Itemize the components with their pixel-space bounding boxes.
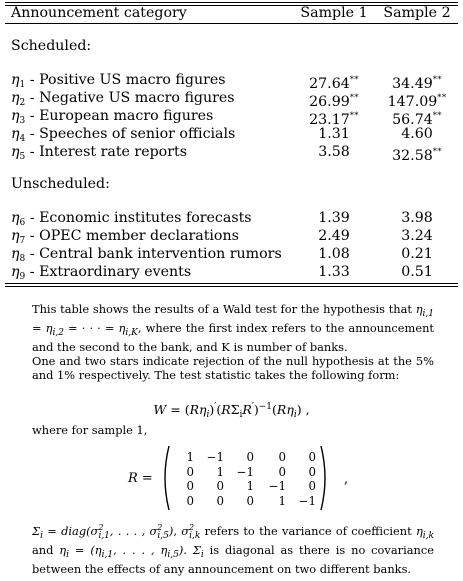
matrix-cell: −1	[236, 464, 254, 479]
cell-sample-2: 3.98	[401, 210, 433, 226]
cell-sample-1: 27.64**	[309, 75, 359, 92]
table-row	[0, 143, 463, 164]
table-row	[0, 263, 463, 281]
matrix-cell: 1	[278, 493, 286, 508]
matrix-cell: 1	[246, 479, 254, 493]
matrix-cell: 0	[278, 450, 286, 464]
table-header-row	[0, 4, 463, 22]
hypothesis-equation: $\eta_{i,1} = \eta_{i,2}$ = · · · = $\eta_{i,K}$	[32, 302, 434, 338]
matrix-cell: −1	[206, 450, 224, 464]
matrix-cell: 0	[278, 464, 286, 479]
table-row	[0, 245, 463, 263]
row-label: $\eta_5$ - Interest rate reports	[11, 144, 187, 162]
row-label: $\eta_9$ - Extraordinary events	[11, 264, 192, 282]
cell-sample-1: 1.33	[318, 264, 350, 280]
note-paragraph-3: $\Sigma_i$ = $diag(\sigma^2_{i,1}$, . . . , $\sigma^2_{i,5}$), $\sigma^2_{i,k}$ refers to the variance of coefficient $\eta_{i,k}$ and $\eta_i = (\eta_{i,1}$, . . . , $\eta_{i,5}$). $\Sigma_i$ is diagonal as there is no covariance between the effects of any announcement on two different banks.	[32, 523, 434, 576]
row-label: $\eta_8$ - Central bank intervention rumors	[11, 246, 282, 264]
table-row	[0, 209, 463, 227]
cell-sample-1: 1.39	[318, 210, 350, 226]
cell-sample-1: 1.31	[318, 126, 350, 142]
where-clause: where for sample 1,	[32, 423, 148, 437]
table-row	[0, 89, 463, 110]
wald-statistic-equation: $W = (R\eta_i)'(R\Sigma_iR')^{-1}(R\eta_i)$ ,	[153, 402, 310, 421]
header-category: Announcement category	[11, 5, 187, 21]
cell-sample-2: 3.24	[401, 228, 433, 244]
row-label: $\eta_7$ - OPEC member declarations	[11, 228, 239, 246]
cell-sample-2: 34.49**	[392, 75, 442, 92]
cell-sample-2: 0.51	[401, 264, 433, 280]
cell-sample-1: 26.99**	[309, 93, 359, 110]
table-bottom-rule	[5, 283, 458, 284]
note-paragraph-2: One and two stars indicate rejection of the null hypothesis at the 5% and 1% respectively. The test statistic takes the following form:	[32, 354, 434, 382]
cell-sample-2: 32.58**	[392, 147, 442, 164]
cell-sample-2: 0.21	[401, 246, 433, 262]
matrix-cell: 1	[216, 464, 224, 479]
matrix-cell: −1	[268, 479, 286, 493]
table-row	[0, 107, 463, 128]
cell-sample-1: 3.58	[318, 144, 350, 160]
row-label: $\eta_6$ - Economic institutes forecasts	[11, 210, 252, 228]
cell-sample-1: 23.17**	[309, 111, 359, 128]
matrix-cell: 0	[186, 464, 194, 479]
row-label: $\eta_4$ - Speeches of senior officials	[11, 126, 236, 144]
matrix-cell: 0	[186, 479, 194, 493]
matrix-r	[172, 450, 320, 510]
table-notes	[32, 302, 434, 382]
row-label: $\eta_1$ - Positive US macro figures	[11, 72, 226, 90]
matrix-cell: 0	[216, 493, 224, 508]
matrix-cell: −1	[298, 493, 316, 508]
cell-sample-2: 4.60	[401, 126, 433, 142]
matrix-cell: 0	[216, 479, 224, 493]
matrix-cell: 0	[308, 450, 316, 464]
section-title-text: Scheduled:	[11, 38, 92, 54]
header-rule	[5, 23, 458, 24]
header-sample-2: Sample 2	[383, 5, 451, 21]
matrix-cell: 0	[308, 479, 316, 493]
section-title	[0, 175, 463, 193]
cell-sample-2: 56.74**	[392, 111, 442, 128]
cell-sample-1: 2.49	[318, 228, 350, 244]
table-row	[0, 125, 463, 143]
note-paragraph-1: This table shows the results of a Wald test for the hypothesis that $\eta_{i,1} = \eta_{i,2}$ = · · · = $\eta_{i,K}$, where the first index refers to the announcement and the second to the bank, and K is number of banks.	[32, 302, 435, 354]
matrix-cell: 0	[308, 464, 316, 479]
matrix-cell: 1	[186, 450, 194, 464]
header-sample-1: Sample 1	[300, 5, 368, 21]
table-row	[0, 71, 463, 92]
cell-sample-2: 147.09**	[387, 93, 447, 110]
matrix-label: R =	[128, 471, 153, 486]
matrix-comma: ,	[344, 472, 349, 487]
section-title	[0, 37, 463, 55]
row-label: $\eta_2$ - Negative US macro figures	[11, 90, 235, 108]
table-top-rule	[5, 2, 458, 3]
row-label: $\eta_3$ - European macro figures	[11, 108, 214, 126]
table-bottom-rule-2	[5, 286, 458, 287]
matrix-cell: 0	[186, 493, 194, 508]
section-title-text: Unscheduled:	[11, 176, 110, 192]
matrix-cell: 0	[246, 493, 254, 508]
table-row	[0, 227, 463, 245]
cell-sample-1: 1.08	[318, 246, 350, 262]
matrix-cell: 0	[246, 450, 254, 464]
